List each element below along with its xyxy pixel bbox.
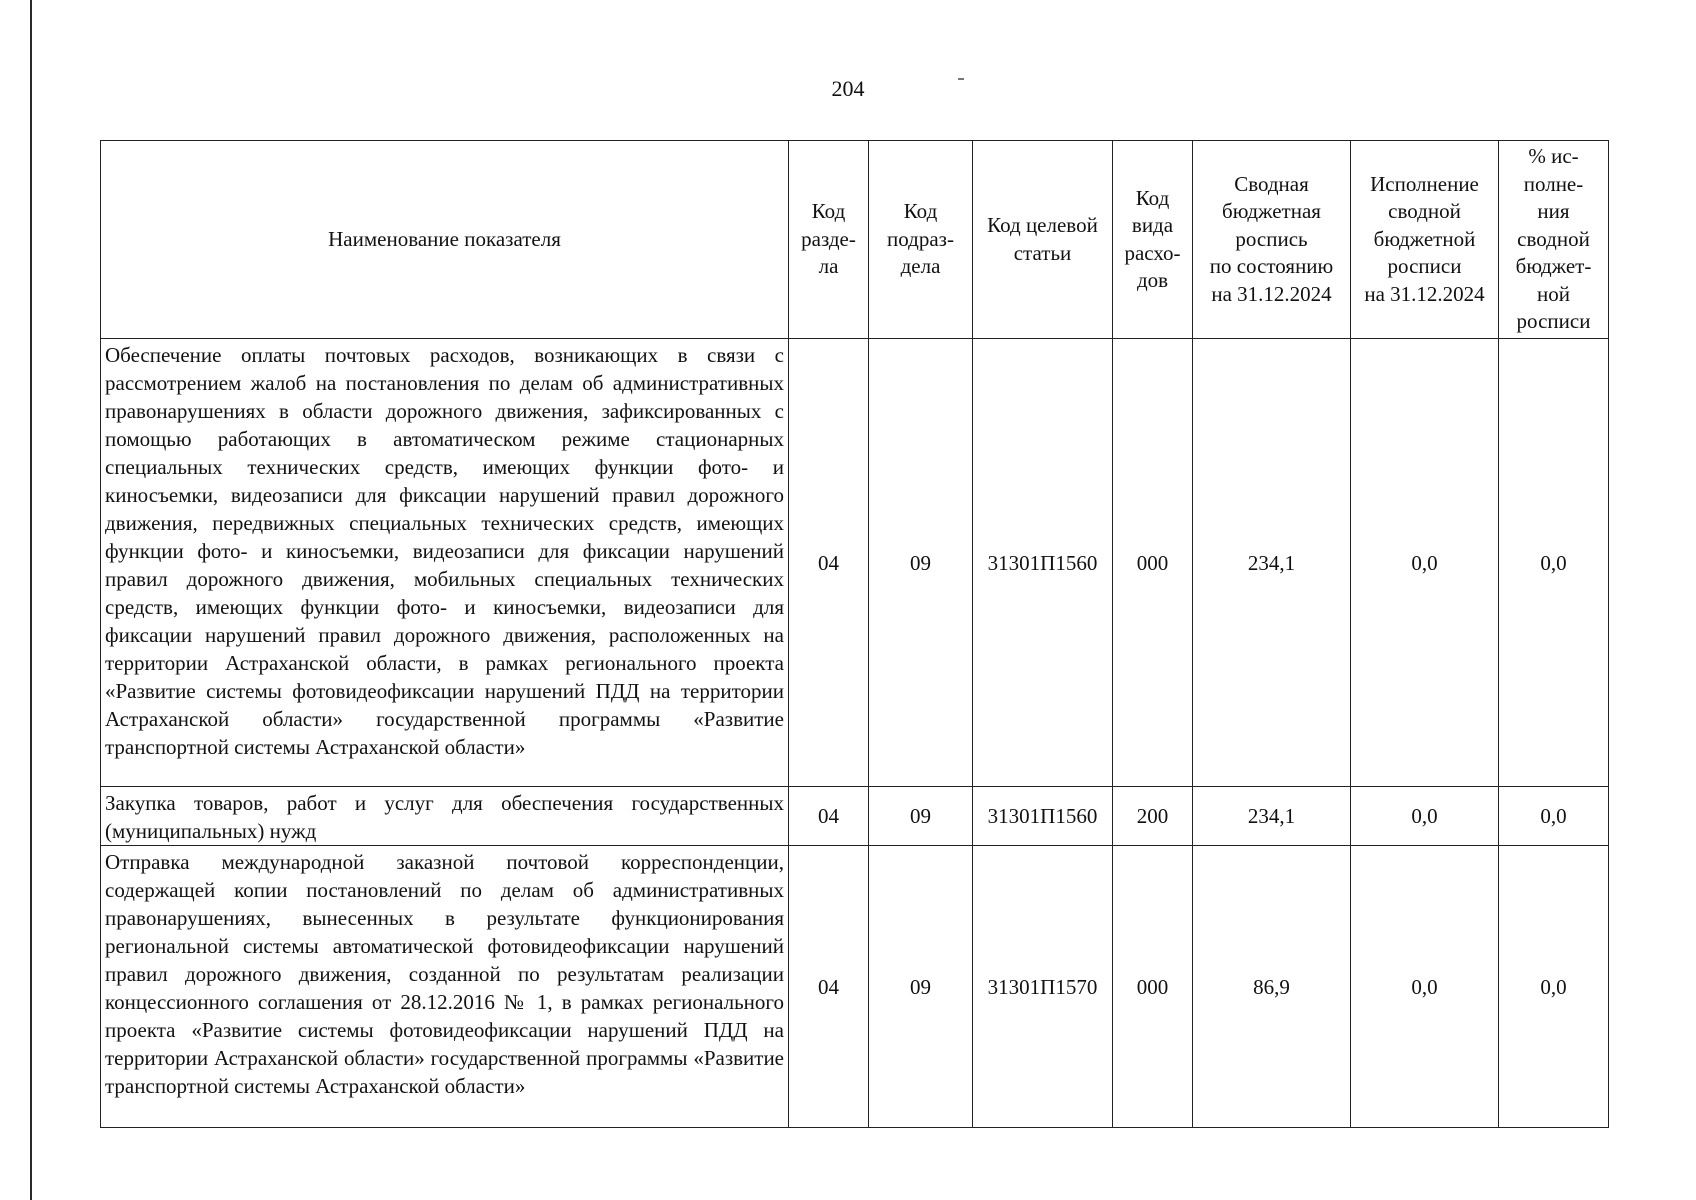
- row-percent: 0,0: [1499, 846, 1609, 1128]
- row-name: Обеспечение оплаты почтовых расходов, возникающих в связи с рассмотрением жалоб на постановления по делам об административных правонарушениях в области дорожного движения, зафиксированных с помощью работающих в автоматическом режиме стационарных специальных технических средств, имеющих функции фото- и киносъемки, видеозаписи для фиксации нарушений правил дорожного движения, передвижных специальных технических средств, имеющих функции фото- и киносъемки, видеозаписи для фиксации нарушений правил дорожного движения, мобильных специальных технических средств, имеющих функции фото- и киносъемки, видеозаписи для фиксации нарушений правил дорожного движения, расположенных на территории Астраханской области, в рамках регионального проекта «Развитие системы фотовидеофиксации нарушений ПДД на территории Астраханской области» государственной программы «Развитие транспортной системы Астраханской области»: [101, 339, 789, 787]
- row-name: Закупка товаров, работ и услуг для обеспечения государственных (муниципальных) нужд: [101, 787, 789, 846]
- header-name: Наименование показателя: [101, 141, 789, 339]
- row-target: 31301П1560: [973, 787, 1113, 846]
- header-subsection-code: Код подраз- дела: [869, 141, 973, 339]
- budget-table: [100, 140, 1609, 1128]
- row-name: Отправка международной заказной почтовой корреспонденции, содержащей копии постановлений по делам об административных правонарушениях, вынесенных в результате функционирования региональной системы автоматической фотовидеофиксации нарушений правил дорожного движения, созданной по результатам реализации концессионного соглашения от 28.12.2016 № 1, в рамках регионального проекта «Развитие системы фотовидеофиксации нарушений ПДД на территории Астраханской области» государственной программы «Развитие транспортной системы Астраханской области»: [101, 846, 789, 1128]
- page-binding-line: [30, 0, 32, 1200]
- row-section: 04: [789, 339, 869, 787]
- header-target-code: Код целевой статьи: [973, 141, 1113, 339]
- table-row: [101, 787, 1609, 846]
- table-row: [101, 846, 1609, 1128]
- row-expense: 200: [1113, 787, 1193, 846]
- row-target: 31301П1560: [973, 339, 1113, 787]
- row-subsection: 09: [869, 787, 973, 846]
- page-number: 204: [831, 76, 865, 101]
- header-percent: % ис- полне- ния сводной бюджет- ной росписи: [1499, 141, 1609, 339]
- row-execution: 0,0: [1351, 846, 1499, 1128]
- table-row: [101, 339, 1609, 787]
- row-percent: 0,0: [1499, 339, 1609, 787]
- row-budget: 86,9: [1193, 846, 1351, 1128]
- row-section: 04: [789, 787, 869, 846]
- row-execution: 0,0: [1351, 787, 1499, 846]
- header-expense-code: Код вида расхо- дов: [1113, 141, 1193, 339]
- row-subsection: 09: [869, 846, 973, 1128]
- row-expense: 000: [1113, 846, 1193, 1128]
- row-expense: 000: [1113, 339, 1193, 787]
- header-section-code: Код разде- ла: [789, 141, 869, 339]
- row-section: 04: [789, 846, 869, 1128]
- row-percent: 0,0: [1499, 787, 1609, 846]
- table-header-row: [101, 141, 1609, 339]
- row-budget: 234,1: [1193, 787, 1351, 846]
- row-subsection: 09: [869, 339, 973, 787]
- row-execution: 0,0: [1351, 339, 1499, 787]
- row-target: 31301П1570: [973, 846, 1113, 1128]
- row-budget: 234,1: [1193, 339, 1351, 787]
- header-execution: Исполнение сводной бюджетной росписи на 31.12.2024: [1351, 141, 1499, 339]
- header-budget: Сводная бюджетная роспись по состоянию на 31.12.2024: [1193, 141, 1351, 339]
